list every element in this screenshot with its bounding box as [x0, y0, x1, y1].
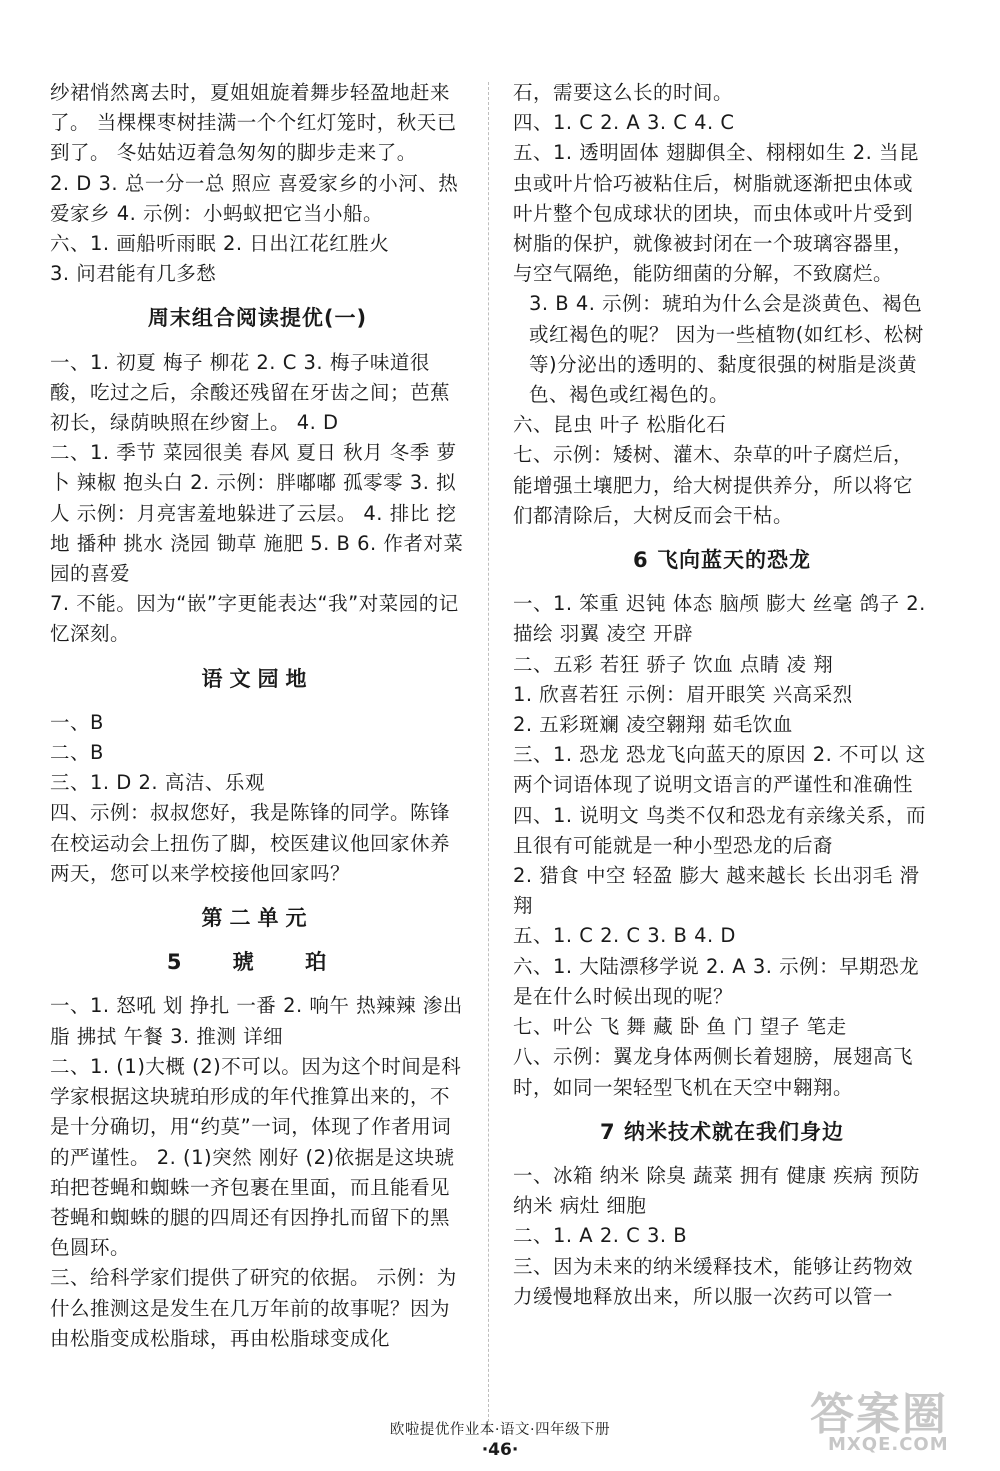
answer-paragraph: 三、给科学家们提供了研究的依据。 示例：为什么推测这是发生在几万年前的故事呢？因为由松脂变成松脂球，再由松脂球变成化: [50, 1266, 457, 1350]
answer-paragraph: 石，需要这么长的时间。: [513, 81, 734, 104]
section-heading: 语文园地: [201, 666, 314, 691]
answer-paragraph: 一、1. 初夏 梅子 柳花 2. C 3. 梅子味道很酸，吃过之后，余酸还残留在牙齿之间；芭蕉初长，绿荫映照在纱窗上。 4. D: [50, 350, 451, 435]
answer-paragraph: 纱裙悄然离去时，夏姐姐旋着舞步轻盈地赶来了。 当棵棵枣树挂满一个个红灯笼时，秋天已到了。 冬姑姑迈着急匆匆的脚步走来了。: [50, 81, 457, 165]
section-heading: 5 琥 珀: [166, 950, 349, 975]
site-watermark: [800, 1376, 980, 1466]
answer-paragraph: 四、示例：叔叔您好，我是陈锋的同学。陈锋在校运动会上扭伤了脚，校医建议他回家休养两天，您可以来学校接他回家吗？: [50, 801, 451, 885]
answer-paragraph: 二、1. 季节 菜园很美 春风 夏日 秋月 冬季 萝卜 辣椒 抱头白 2. 示例：胖嘟嘟 孤零零 3. 拟人 示例：月亮害羞地躲进了云层。 4. 排比 挖地 播种 挑水 浇园 锄草 施肥 5. B 6. 作者对菜园的喜爱: [50, 441, 464, 586]
answer-paragraph: 2. 五彩斑斓 凌空翱翔 茹毛饮血: [513, 713, 793, 737]
answer-paragraph: 五、1. C 2. C 3. B 4. D: [513, 924, 736, 948]
answer-paragraph: 二、1. A 2. C 3. B: [513, 1224, 688, 1248]
column-divider: [488, 82, 489, 1422]
answer-paragraph: 七、示例：矮树、灌木、杂草的叶子腐烂后，能增强土壤肥力，给大树提供养分，所以将它们都清除后，大树反而会干枯。: [513, 443, 914, 527]
answer-paragraph: 六、1. 大陆漂移学说 2. A 3. 示例：早期恐龙是在什么时候出现的呢？: [513, 954, 920, 1008]
answer-paragraph: 一、1. 怒吼 划 挣扎 一番 2. 响午 热辣辣 渗出 脂 拂拭 午餐 3. 推测 详细: [50, 994, 463, 1048]
answer-paragraph: 一、B: [50, 710, 104, 734]
left-column: [50, 78, 465, 1354]
page-number: ·46·: [481, 1440, 519, 1460]
answer-paragraph: 2. D 3. 总一分一总 照应 喜爱家乡的小河、热爱家乡 4. 示例：小蚂蚁把它当小船。: [50, 171, 459, 225]
answer-paragraph: 七、叶公 飞 舞 藏 卧 鱼 门 望子 笔走: [513, 1015, 847, 1039]
right-column: [513, 78, 931, 1312]
answer-paragraph: 三、1. 恐龙 恐龙飞向蓝天的原因 2. 不可以 这两个词语体现了说明文语言的严谨性和准确性: [513, 743, 926, 797]
section-heading: 第二单元: [201, 906, 314, 931]
answer-paragraph: 三、1. D 2. 高洁、乐观: [50, 771, 265, 795]
answer-paragraph: 一、冰箱 纳米 除臭 蔬菜 拥有 健康 疾病 预防 纳米 病灶 细胞: [513, 1163, 920, 1218]
answer-paragraph: 六、1. 画船听雨眠 2. 日出江花红胜火: [50, 232, 390, 256]
answer-paragraph: 2. 猎食 中空 轻盈 膨大 越来越长 长出羽毛 滑翔: [513, 864, 920, 918]
section-heading: 周末组合阅读提优(一): [147, 306, 368, 331]
answer-paragraph: 1. 欣喜若狂 示例：眉开眼笑 兴高采烈: [513, 682, 853, 706]
answer-paragraph: 五、1. 透明固体 翅脚俱全、栩栩如生 2. 当昆虫或叶片恰巧被粘住后，树脂就逐渐把虫体或叶片整个包成球状的团块，而虫体或叶片受到树脂的保护，就像被封闭在一个玻璃容器里，与空气隔绝，能防细菌的分解，不致腐烂。: [513, 141, 920, 286]
answer-paragraph: 一、1. 笨重 迟钝 体态 脑颅 膨大 丝毫 鸽子 2. 描绘 羽翼 凌空 开辟: [513, 592, 926, 646]
answer-paragraph: 3. B 4. 示例：琥珀为什么会是淡黄色、褐色或红褐色的呢？ 因为一些植物(如红杉、松树等)分泌出的透明的、黏度很强的树脂是淡黄色、褐色或红褐色的。: [529, 292, 924, 407]
answer-paragraph: 四、1. C 2. A 3. C 4. C: [513, 111, 735, 135]
answer-paragraph: 八、示例：翼龙身体两侧长着翅膀，展翅高飞时，如同一架轻型飞机在天空中翱翔。: [513, 1045, 914, 1099]
section-heading: 7 纳米技术就在我们身边: [600, 1119, 844, 1144]
answer-paragraph: 二、B: [50, 741, 104, 765]
book-title-footer: 欧啦提优作业本·语文·四年级下册: [389, 1422, 611, 1438]
answer-paragraph: 四、1. 说明文 鸟类不仅和恐龙有亲缘关系，而且很有可能就是一种小型恐龙的后裔: [513, 803, 927, 857]
section-heading: 6 飞向蓝天的恐龙: [633, 548, 811, 573]
answer-paragraph: 7. 不能。因为“嵌”字更能表达“我”对菜园的记忆深刻。: [50, 592, 459, 646]
answer-paragraph: 二、1. (1)大概 (2)不可以。因为这个时间是科学家根据这块琥珀形成的年代推算出来的，不是十分确切，用“约莫”一词，体现了作者用词的严谨性。 2. (1)突然 刚好 (2)依据是这块琥珀把苍蝇和蜘蛛一齐包裹在里面，而且能看见苍蝇和蜘蛛的腿的四周还有因挣扎而留下的黑色圆环。: [50, 1054, 462, 1260]
answer-paragraph: 3. 问君能有几多愁: [50, 262, 217, 286]
watermark-cn: 答案圈: [810, 1389, 948, 1440]
answer-paragraph: 六、昆虫 叶子 松脂化石: [513, 413, 727, 437]
answer-paragraph: 三、因为未来的纳米缓释技术，能够让药物效力缓慢地释放出来，所以服一次药可以管一: [513, 1254, 914, 1308]
watermark-en: MXQE.COM: [828, 1434, 949, 1455]
answer-paragraph: 二、五彩 若狂 骄子 饮血 点睛 凌 翔: [513, 652, 834, 676]
